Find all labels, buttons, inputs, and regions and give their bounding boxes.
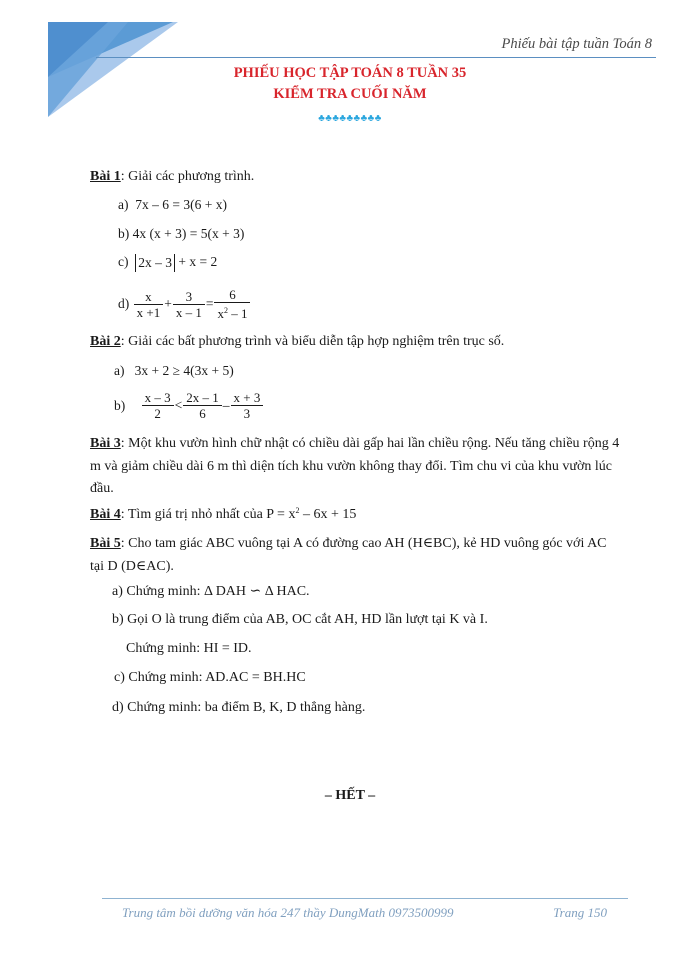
absolute-value: 2x – 3 <box>135 254 175 272</box>
running-header: Phiếu bài tập tuần Toán 8 <box>501 36 652 52</box>
clubs-ornament-icon: ♣♣♣♣♣♣♣♣♣ <box>318 113 382 124</box>
exercise-5d: d) Chứng minh: ba điểm B, K, D thẳng hàng. <box>112 700 366 715</box>
footer-credit: Trung tâm bồi dưỡng văn hóa 247 thầy DungMath 0973500999 <box>122 905 454 920</box>
header-divider <box>96 57 656 58</box>
exercise-2-label: Bài 2 <box>90 334 121 349</box>
exercise-1d: d) $\frac{x}{x +1}$ + $\frac{3}{x - 1}$ = $\frac{6}{x^2 - 1}$ <box>118 287 251 321</box>
fraction: $\frac{2x - 1}{6}$ <box>183 390 222 421</box>
end-mark: – HẾT – <box>324 788 376 803</box>
exercise-4: Bài 4: Tìm giá trị nhỏ nhất của $P = x^2 - 6x + 15$ <box>90 506 357 522</box>
fraction: $\frac{x}{x +1}$ <box>134 289 164 320</box>
exercise-1-prompt: : Giải các phương trình. <box>120 169 255 184</box>
page-subtitle: KIỂM TRA CUỐI NĂM <box>273 86 427 102</box>
page-number: Trang 150 <box>553 905 607 920</box>
exercise-3 <box>90 433 620 501</box>
exercise-1a: a) 7x – 6 = 3(6 + x) <box>118 197 227 212</box>
exercise-1-heading <box>90 169 254 185</box>
exercise-2-heading <box>90 334 504 350</box>
fraction: $\frac{x - 3}{2}$ <box>142 390 174 421</box>
exercise-5-text: : Cho tam giác ABC vuông tại A có đường cao AH (H∈BC), kẻ HD vuông góc với AC tại D (D∈AC). <box>90 536 607 574</box>
exercise-5b: b) Gọi O là trung điểm của AB, OC cắt AH, HD lần lượt tại K và I. <box>112 612 488 627</box>
exercise-5-label: Bài 5 <box>90 536 121 551</box>
exercise-5c: c) Chứng minh: AD.AC = BH.HC <box>114 670 306 685</box>
exercise-4-label: Bài 4 <box>90 507 121 522</box>
exercise-1b: b) 4x (x + 3) = 5(x + 3) <box>118 226 245 241</box>
exercise-2a: a) 3x + 2 ≥ 4(3x + 5) <box>114 363 234 378</box>
fraction: $\frac{6}{x^2 - 1}$ <box>214 287 250 321</box>
page-title: PHIẾU HỌC TẬP TOÁN 8 TUẦN 35 <box>233 65 467 81</box>
exercise-2-prompt: : Giải các bất phương trình và biểu diễn tập hợp nghiệm trên trục số. <box>120 334 505 349</box>
exercise-2b: b) $\frac{x - 3}{2}$ < $\frac{2x - 1}{6}$ – $\frac{x + 3}{3}$ <box>114 390 264 421</box>
exercise-3-label: Bài 3 <box>90 436 121 451</box>
exercise-5b-proof: Chứng minh: HI = ID. <box>126 641 252 656</box>
fraction: $\frac{3}{x - 1}$ <box>173 289 205 320</box>
exercise-3-text: : Một khu vườn hình chữ nhật có chiều dài gấp hai lần chiều rộng. Nếu tăng chiều rộng 4 m và giảm chiều dài 6 m thì diện tích khu vườn không thay đổi. Tìm chu vi của khu vườn lúc đầu. <box>90 436 620 496</box>
exercise-5 <box>90 533 620 578</box>
exercise-1c: c) 2x – 3 + x = 2 <box>118 254 218 270</box>
exercise-1-label: Bài 1 <box>90 169 121 184</box>
exercise-5a: a) Chứng minh: Δ DAH ∽ Δ HAC. <box>112 584 310 599</box>
footer-divider <box>102 898 628 899</box>
fraction: $\frac{x + 3}{3}$ <box>231 390 264 421</box>
